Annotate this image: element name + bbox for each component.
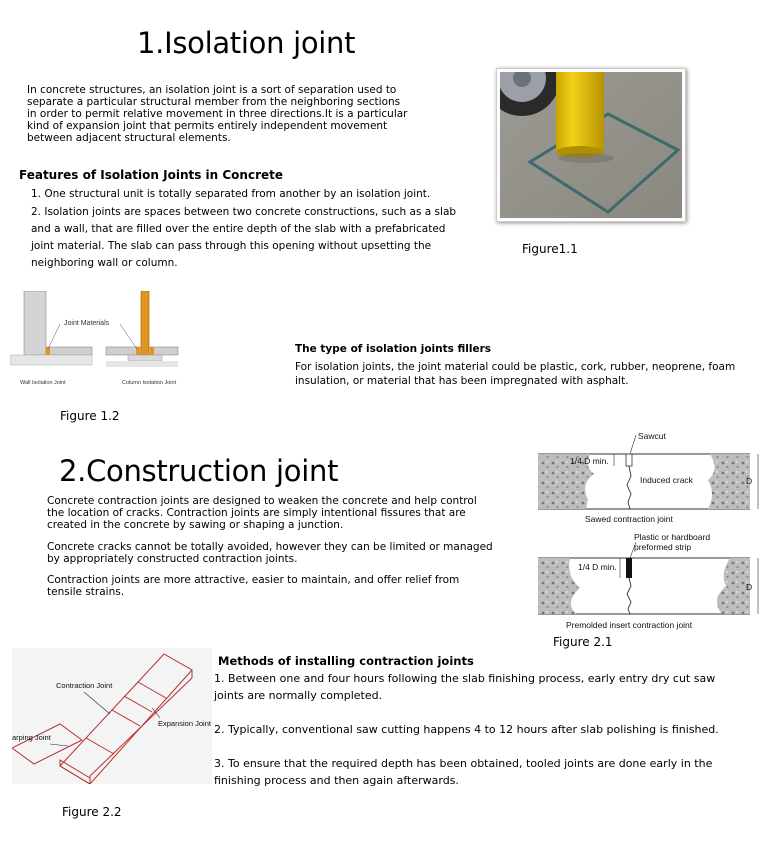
expansion-joint-label: Expansion Joint: [158, 719, 211, 728]
premolded-caption: Premolded insert contraction joint: [566, 620, 693, 630]
features-list: [31, 188, 471, 272]
strip-label-line2: preformed strip: [634, 542, 692, 552]
methods-list: [214, 670, 734, 789]
method-item: 3. To ensure that the required depth has been obtained, tooled joints are done early in the finishing process and then again afterwards.: [214, 757, 713, 787]
fillers-text: For isolation joints, the joint material could be plastic, cork, rubber, neoprene, foam insulation, or material that has been impregnated with asphalt.: [295, 361, 736, 387]
methods-heading: Methods of installing contraction joints: [218, 654, 474, 668]
figure-2-2-diagram: [12, 648, 212, 784]
construction-title: 2.Construction joint: [59, 454, 339, 488]
construction-paragraph-3: Contraction joints are more attractive, easier to maintain, and offer relief from tensile strains.: [47, 574, 460, 598]
wall-isolation-label: Wall Isolation Joint: [20, 380, 66, 386]
d-top-label: D: [746, 476, 753, 486]
method-item: 1. Between one and four hours following the slab finishing process, early entry dry cut saw joints are normally completed.: [214, 672, 716, 702]
construction-paragraph-2: Concrete cracks cannot be totally avoided, however they can be limited or managed by appropriately constructed contraction joints.: [47, 541, 493, 565]
bollard-photo-image: [500, 72, 682, 218]
strip-label-line1: Plastic or hardboard: [634, 532, 711, 542]
quarter-d-top-label: 1/4 D min.: [570, 456, 609, 466]
figure-2-2-caption: Figure 2.2: [62, 805, 122, 819]
figure-1-1-photo: [496, 68, 686, 222]
sawcut-label: Sawcut: [638, 431, 666, 441]
figure-1-1-caption: Figure1.1: [522, 242, 578, 256]
features-heading: Features of Isolation Joints in Concrete: [19, 168, 284, 182]
quarter-d-bottom-label: 1/4 D min.: [578, 562, 617, 572]
contraction-joint-label: Contraction Joint: [56, 681, 113, 690]
warping-joint-label: arping Joint: [12, 733, 51, 742]
figure-1-2-caption: Figure 1.2: [60, 409, 120, 423]
figure-1-2-diagram: [10, 291, 182, 387]
feature-item: 1. One structural unit is totally separated from another by an isolation joint.: [31, 188, 431, 200]
construction-paragraph-1: Concrete contraction joints are designed to weaken the concrete and help control the location of cracks. Contraction joints are simply intentional fissures that are created in the concrete by sawing or shaping a junction.: [47, 495, 477, 531]
method-item: 2. Typically, conventional saw cutting happens 4 to 12 hours after slab polishing is finished.: [214, 723, 719, 736]
d-bottom-label: D: [746, 582, 753, 592]
feature-item: 2. Isolation joints are spaces between two concrete constructions, such as a slab and a wall, that are filled over the entire depth of the slab with a prefabricated joint material. The slab can pass through this opening without upsetting the neighboring wall or column.: [31, 206, 457, 269]
figure-2-1-diagram: [530, 430, 760, 635]
joint-materials-label: Joint Materials: [64, 320, 110, 327]
isolation-intro: In concrete structures, an isolation joint is a sort of separation used to separate a particular structural member from the neighboring sections in order to permit relative movement in three directions.It is a particular kind of expansion joint that permits entirely independent movement between adjacent structural elements.: [27, 84, 408, 144]
slab-joints-svg: [12, 648, 212, 784]
induced-crack-label: Induced crack: [640, 475, 693, 485]
fillers-heading: The type of isolation joints fillers: [295, 343, 492, 355]
isolation-title: 1.Isolation joint: [137, 26, 356, 60]
figure-2-1-caption: Figure 2.1: [553, 635, 613, 649]
contraction-joint-svg: [530, 430, 760, 635]
sawed-caption: Sawed contraction joint: [585, 514, 673, 524]
column-isolation-label: Column Isolation Joint: [122, 380, 177, 386]
isolation-diagram-svg: [10, 291, 182, 387]
